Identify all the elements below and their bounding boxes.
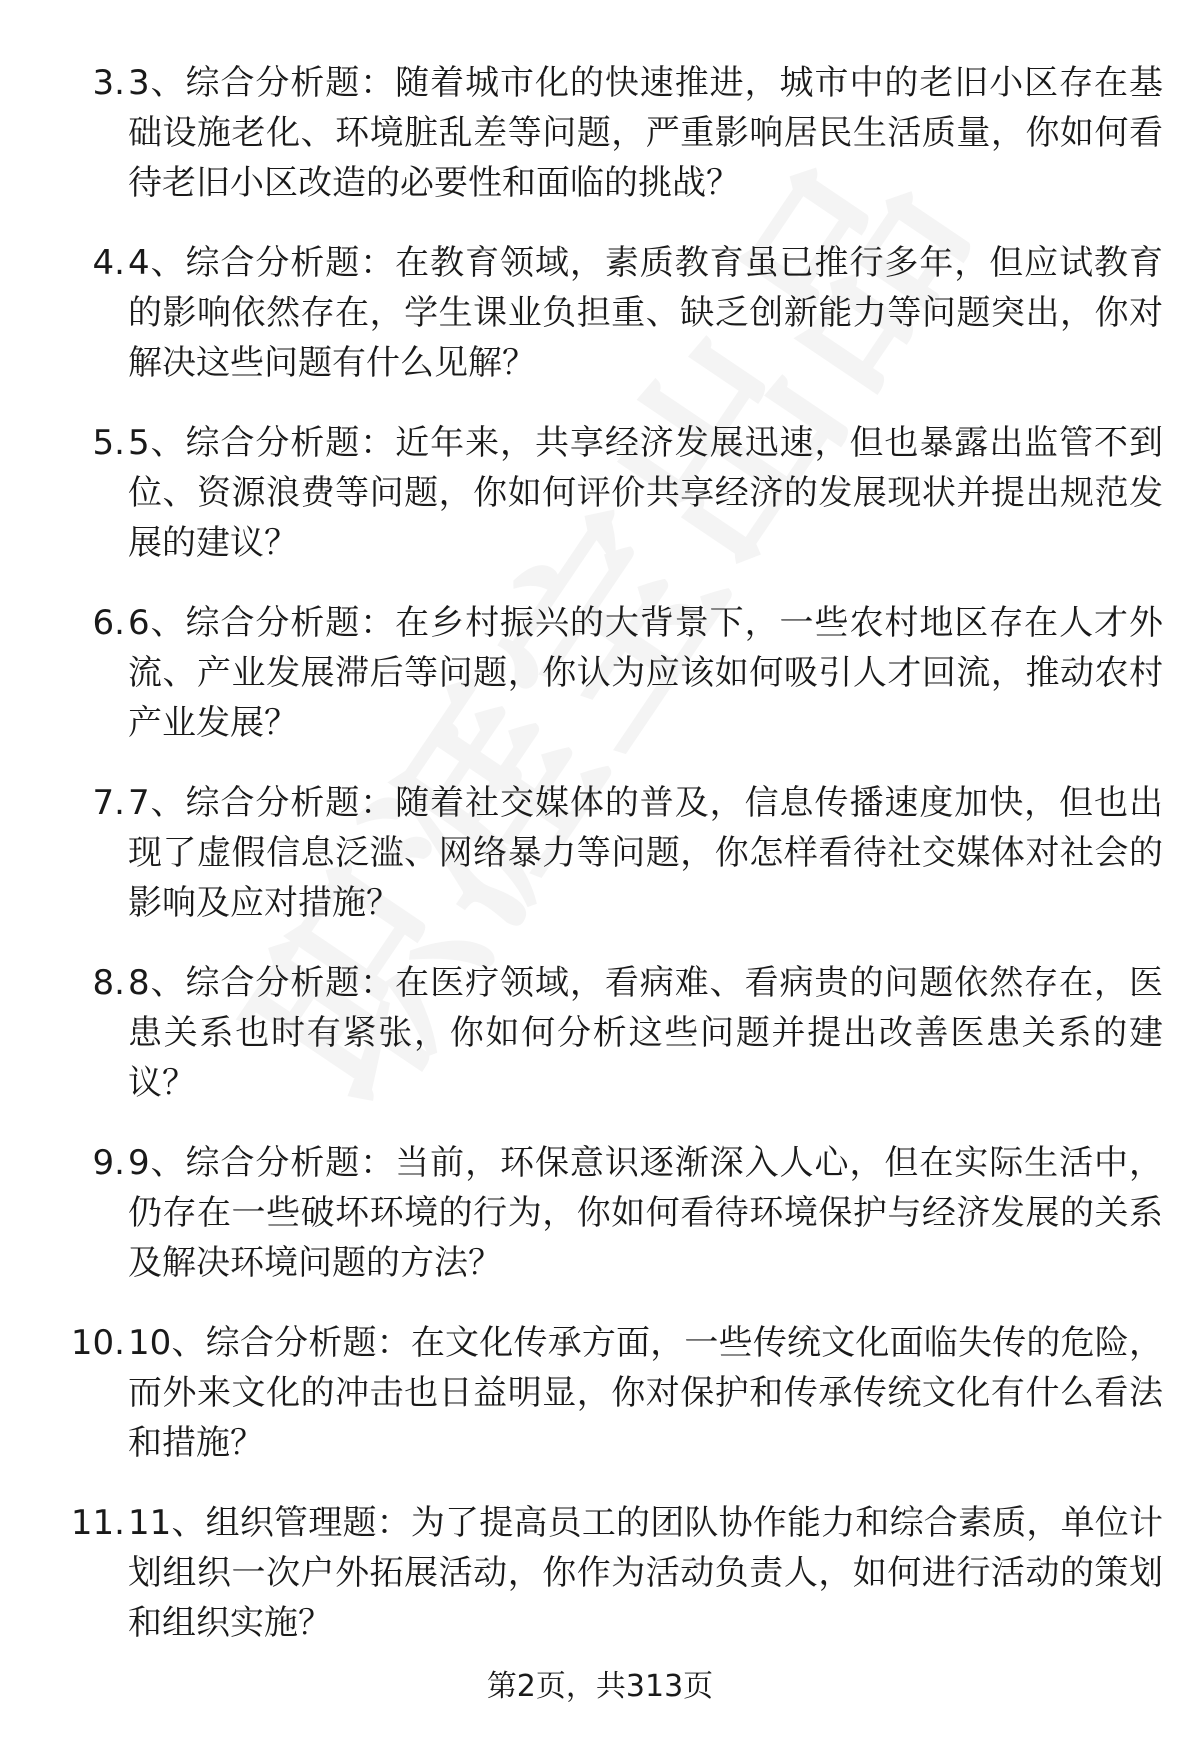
list-item [0, 1318, 1200, 1498]
list-item [0, 418, 1200, 598]
item-number: 5. [92, 423, 125, 463]
item-number: 3. [92, 63, 125, 103]
list-item [0, 238, 1200, 418]
item-number: 6. [92, 603, 125, 643]
item-text: 9、综合分析题：当前，环保意识逐渐深入人心，但在实际生活中，仍存在一些破坏环境的行为，你如何看待环境保护与经济发展的关系及解决环境问题的方法？ [128, 1143, 1163, 1283]
page-footer: 第2页，共313页 [486, 1669, 714, 1704]
list-item [0, 1498, 1200, 1678]
list-item [0, 1138, 1200, 1318]
item-text: 11、组织管理题：为了提高员工的团队协作能力和综合素质，单位计划组织一次户外拓展活动，你作为活动负责人，如何进行活动的策划和组织实施？ [128, 1503, 1163, 1643]
list-item [0, 598, 1200, 778]
list-item [0, 58, 1200, 238]
item-number: 8. [92, 963, 125, 1003]
item-text: 8、综合分析题：在医疗领域，看病难、看病贵的问题依然存在，医患关系也时有紧张，你如何分析这些问题并提出改善医患关系的建议？ [128, 963, 1163, 1103]
item-text: 4、综合分析题：在教育领域，素质教育虽已推行多年，但应试教育的影响依然存在，学生课业负担重、缺乏创新能力等问题突出，你对解决这些问题有什么见解？ [128, 243, 1163, 383]
item-text: 6、综合分析题：在乡村振兴的大背景下，一些农村地区存在人才外流、产业发展滞后等问题，你认为应该如何吸引人才回流，推动农村产业发展？ [128, 603, 1163, 743]
list-item [0, 778, 1200, 958]
item-number: 10. [70, 1323, 125, 1363]
item-number: 7. [92, 783, 125, 823]
item-text: 7、综合分析题：随着社交媒体的普及，信息传播速度加快，但也出现了虚假信息泛滥、网络暴力等问题，你怎样看待社交媒体对社会的影响及应对措施？ [128, 783, 1163, 923]
list-item [0, 958, 1200, 1138]
item-text: 5、综合分析题：近年来，共享经济发展迅速，但也暴露出监管不到位、资源浪费等问题，你如何评价共享经济的发展现状并提出规范发展的建议？ [128, 423, 1163, 563]
item-text: 3、综合分析题：随着城市化的快速推进，城市中的老旧小区存在基础设施老化、环境脏乱差等问题，严重影响居民生活质量，你如何看待老旧小区改造的必要性和面临的挑战？ [128, 63, 1163, 203]
question-list [0, 58, 1200, 1678]
item-text: 10、综合分析题：在文化传承方面，一些传统文化面临失传的危险，而外来文化的冲击也日益明显，你对保护和传承传统文化有什么看法和措施？ [128, 1323, 1163, 1463]
item-number: 11. [70, 1503, 125, 1543]
item-number: 9. [92, 1143, 125, 1183]
item-number: 4. [92, 243, 125, 283]
